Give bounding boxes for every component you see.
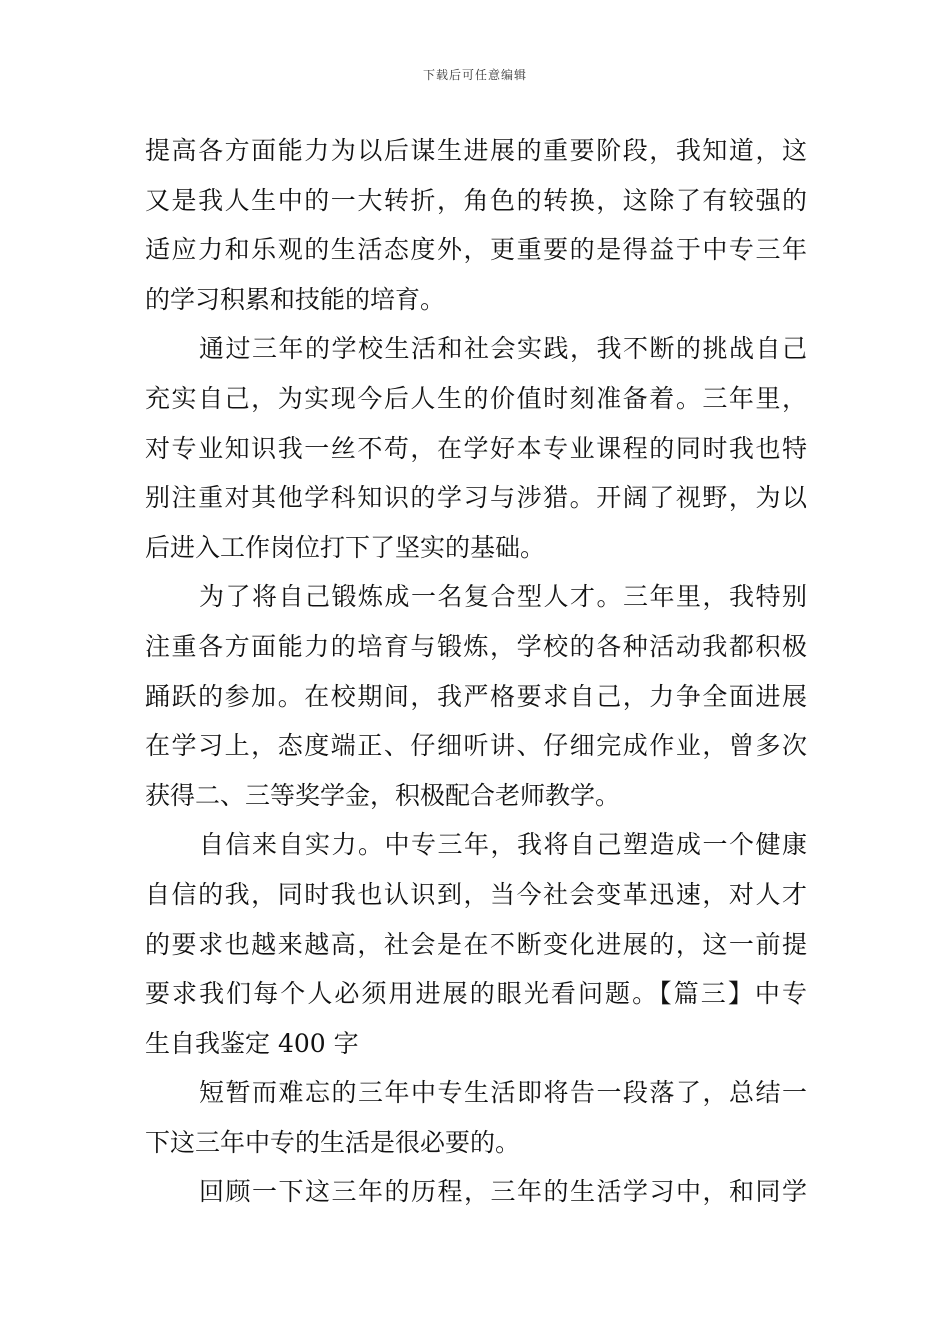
text-line: 别注重对其他学科知识的学习与涉猎。开阔了视野，为以 xyxy=(145,483,807,513)
text-line: 踊跃的参加。在校期间，我严格要求自己，力争全面进展 xyxy=(145,681,807,711)
text-line: 生自我鉴定 400 字 xyxy=(145,1028,359,1058)
text-line: 充实自己，为实现今后人生的价值时刻准备着。三年里， xyxy=(145,383,807,413)
page-header: 下载后可任意编辑 xyxy=(422,68,527,82)
text-line: 短暂而难忘的三年中专生活即将告一段落了，总结一 xyxy=(199,1078,807,1108)
text-line: 的要求也越来越高，社会是在不断变化进展的，这一前提 xyxy=(145,929,807,959)
text-line: 回顾一下这三年的历程，三年的生活学习中，和同学 xyxy=(199,1177,807,1207)
text-line: 自信的我，同时我也认识到，当今社会变革迅速，对人才 xyxy=(145,879,807,909)
text-line: 下这三年中专的生活是很必要的。 xyxy=(145,1127,521,1157)
text-line: 提高各方面能力为以后谋生进展的重要阶段，我知道，这 xyxy=(145,136,807,165)
text-line: 又是我人生中的一大转折，角色的转换，这除了有较强的 xyxy=(145,185,807,215)
text-line: 的学习积累和技能的培育。 xyxy=(145,284,446,314)
text-line: 自信来自实力。中专三年，我将自己塑造成一个健康 xyxy=(199,830,807,860)
text-line: 通过三年的学校生活和社会实践，我不断的挑战自己 xyxy=(199,334,807,364)
text-line: 后进入工作岗位打下了坚实的基础。 xyxy=(145,532,546,562)
text-line: 注重各方面能力的培育与锻炼，学校的各种活动我都积极 xyxy=(145,631,807,661)
text-line: 为了将自己锻炼成一名复合型人才。三年里，我特别 xyxy=(199,582,807,612)
text-line: 适应力和乐观的生活态度外，更重要的是得益于中专三年 xyxy=(145,235,807,265)
text-line: 在学习上，态度端正、仔细听讲、仔细完成作业，曾多次 xyxy=(145,731,807,761)
text-line: 对专业知识我一丝不苟，在学好本专业课程的同时我也特 xyxy=(145,433,807,463)
document-body xyxy=(145,126,807,1217)
text-line: 要求我们每个人必须用进展的眼光看问题。【篇三】中专 xyxy=(145,979,807,1009)
text-line: 获得二、三等奖学金，积极配合老师教学。 xyxy=(145,780,621,810)
